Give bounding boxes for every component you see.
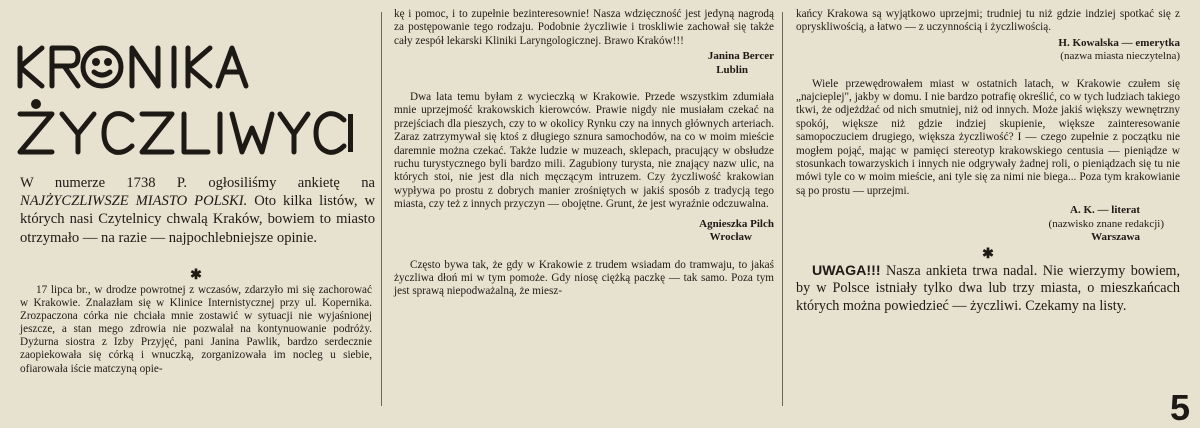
notice-label: UWAGA!!! bbox=[812, 262, 881, 279]
intro-text: W numerze 1738 P. ogłosiliśmy ankietę na bbox=[20, 175, 375, 191]
signature-note: (nazwisko znane redakcji) bbox=[1048, 217, 1164, 230]
masthead-lettering bbox=[12, 40, 362, 164]
notice-text: Nasza ankieta trwa nadal. Nie wierzymy bowiem, by w Polsce istniały tylko dwa lub trzy miasta, o mieszkańcach których można powiedzieć — życzliwi. Czekamy na listy. bbox=[796, 262, 1180, 314]
letter-1-text: 17 lipca br., w drodze powrotnej z wczasów, zdarzyło mi się zachorować w Krakowie. Znalazłam się w Klinice Internistycznej przy ul. Kopernika. Zrozpaczona córka nie chciała mnie zostawić w sytuacji nie wyjaśnionej jeszcze, a stan mego zdrowia nie pozwalał na kontynuowanie podróży. Dyżurna siostra z Izby Przyjęć, pani Janina Pawlik, bardzo serdecznie zaopiekowała się córką i wnuczką, zorganizowała im nocleg u siebie, ofiarowała iście matczyną opie- bbox=[20, 284, 372, 375]
signature-city: Lublin bbox=[716, 63, 748, 76]
signature-name: H. Kowalska — emerytka bbox=[1058, 36, 1180, 49]
column-rule bbox=[782, 12, 783, 406]
page-number: 5 bbox=[1169, 387, 1190, 428]
signature-name: A. K. — literat bbox=[1070, 204, 1140, 217]
column-3 bbox=[796, 8, 1180, 315]
letter-3-text: Często bywa tak, że gdy w Krakowie z trudem wsiadam do tramwaju, to jakaś życzliwa dłoń mi w tym pomoże. Gdy niosę ciężką paczkę — tak samo. Poza tym jest sprawą niepodważalną, że miesz- bbox=[394, 258, 774, 298]
signature-note: (nazwa miasta nieczytelna) bbox=[1060, 50, 1180, 63]
letter-3-continuation: kańcy Krakowa są wyjątkowo uprzejmi; trudniej tu niż gdzie indziej spotkać się z opryskliwością, a łatwo — z uczynnością i życzliwością. bbox=[796, 8, 1180, 34]
signature-city: Wrocław bbox=[709, 231, 752, 244]
letter-1 bbox=[20, 268, 372, 376]
intro-emphasis: NAJŻYCZLIWSZE MIASTO POLSKI. bbox=[20, 193, 248, 210]
column-2 bbox=[394, 8, 774, 299]
signature-city: Warszawa bbox=[1091, 231, 1140, 244]
signature-name: Janina Bercer bbox=[707, 50, 774, 63]
masthead bbox=[12, 40, 362, 164]
letter-4-text: Wiele przewędrowałem miast w ostatnich latach, w Krakowie czułem się „najcieplej", jakby w domu. I nie bardzo potrafię określić, co w tych ludziach takiego tkwi, że odjeżdżać od nich smutniej, niż od innych. Może jakiś większy wewnętrzny spokój, większe niż gdzie indziej skupienie, większe zainteresowanie samopoczuciem drugiego, większa życzliwość? I — czego zupełnie z początku nie mogłem pojąć, mając w pamięci stereotyp krakowskiego centusia — pieniądze w stosunkach towarzyskich i innych nie odgrywały żadnej roli, o pieniądzach się tu nie mówi tyle co w moim mieście, ani tyle się za nimi nie biega... Poza tym krakowianie są po prostu — uprzejmi. bbox=[796, 77, 1180, 197]
separator-star: ✱ bbox=[190, 268, 202, 283]
intro-paragraph bbox=[20, 174, 375, 247]
intro-text-cont: Oto kilka listów, w których nasi Czytelnicy chwalą Kraków, bowiem to miasto otrzymało — na razie — najpochlebniejsze opinie. bbox=[20, 193, 375, 246]
notice-paragraph bbox=[796, 263, 1180, 316]
separator-star: ✱ bbox=[982, 246, 994, 262]
signature-name: Agnieszka Pilch bbox=[699, 217, 774, 230]
letter-1-continuation: kę i pomoc, i to zupełnie bezinteresownie! Nasza wdzięczność jest jedyną nagrodą za postępowanie tego rodzaju. Podobnie życzliwie i troskliwie zachował się także cały zespół lekarski Kliniki Laryngologicznej. Brawo Kraków!!! bbox=[394, 8, 774, 47]
letter-2-text: Dwa lata temu byłam z wycieczką w Krakowie. Przede wszystkim zdumiała mnie uprzejmość krakowskich kierowców. Prawie nigdy nie musiałam czekać na przejściach dla pieszych, czy to w okolicy Rynku czy na innych głównych arteriach. Zaraz zatrzymywał się ktoś z długiego sznura samochodów, na co w moim mieście daremnie można czekać. Także ludzie w muzeach, sklepach, pracujący w obsłudze ruchu turystycznego byli bardzo mili. Zagubiony turysta, nie znający nazw ulic, na których stoi, nie jest dla nich męczącym intruzem. Czy życzliwość krakowian wypływa po prostu z dobrych manier zrośniętych w jakiś sposób z tradycją tego miasta, czy też z innych przyczyn — obojętne. Grunt, że jest wyraźnie odczuwalna. bbox=[394, 91, 774, 211]
column-rule bbox=[381, 12, 382, 406]
